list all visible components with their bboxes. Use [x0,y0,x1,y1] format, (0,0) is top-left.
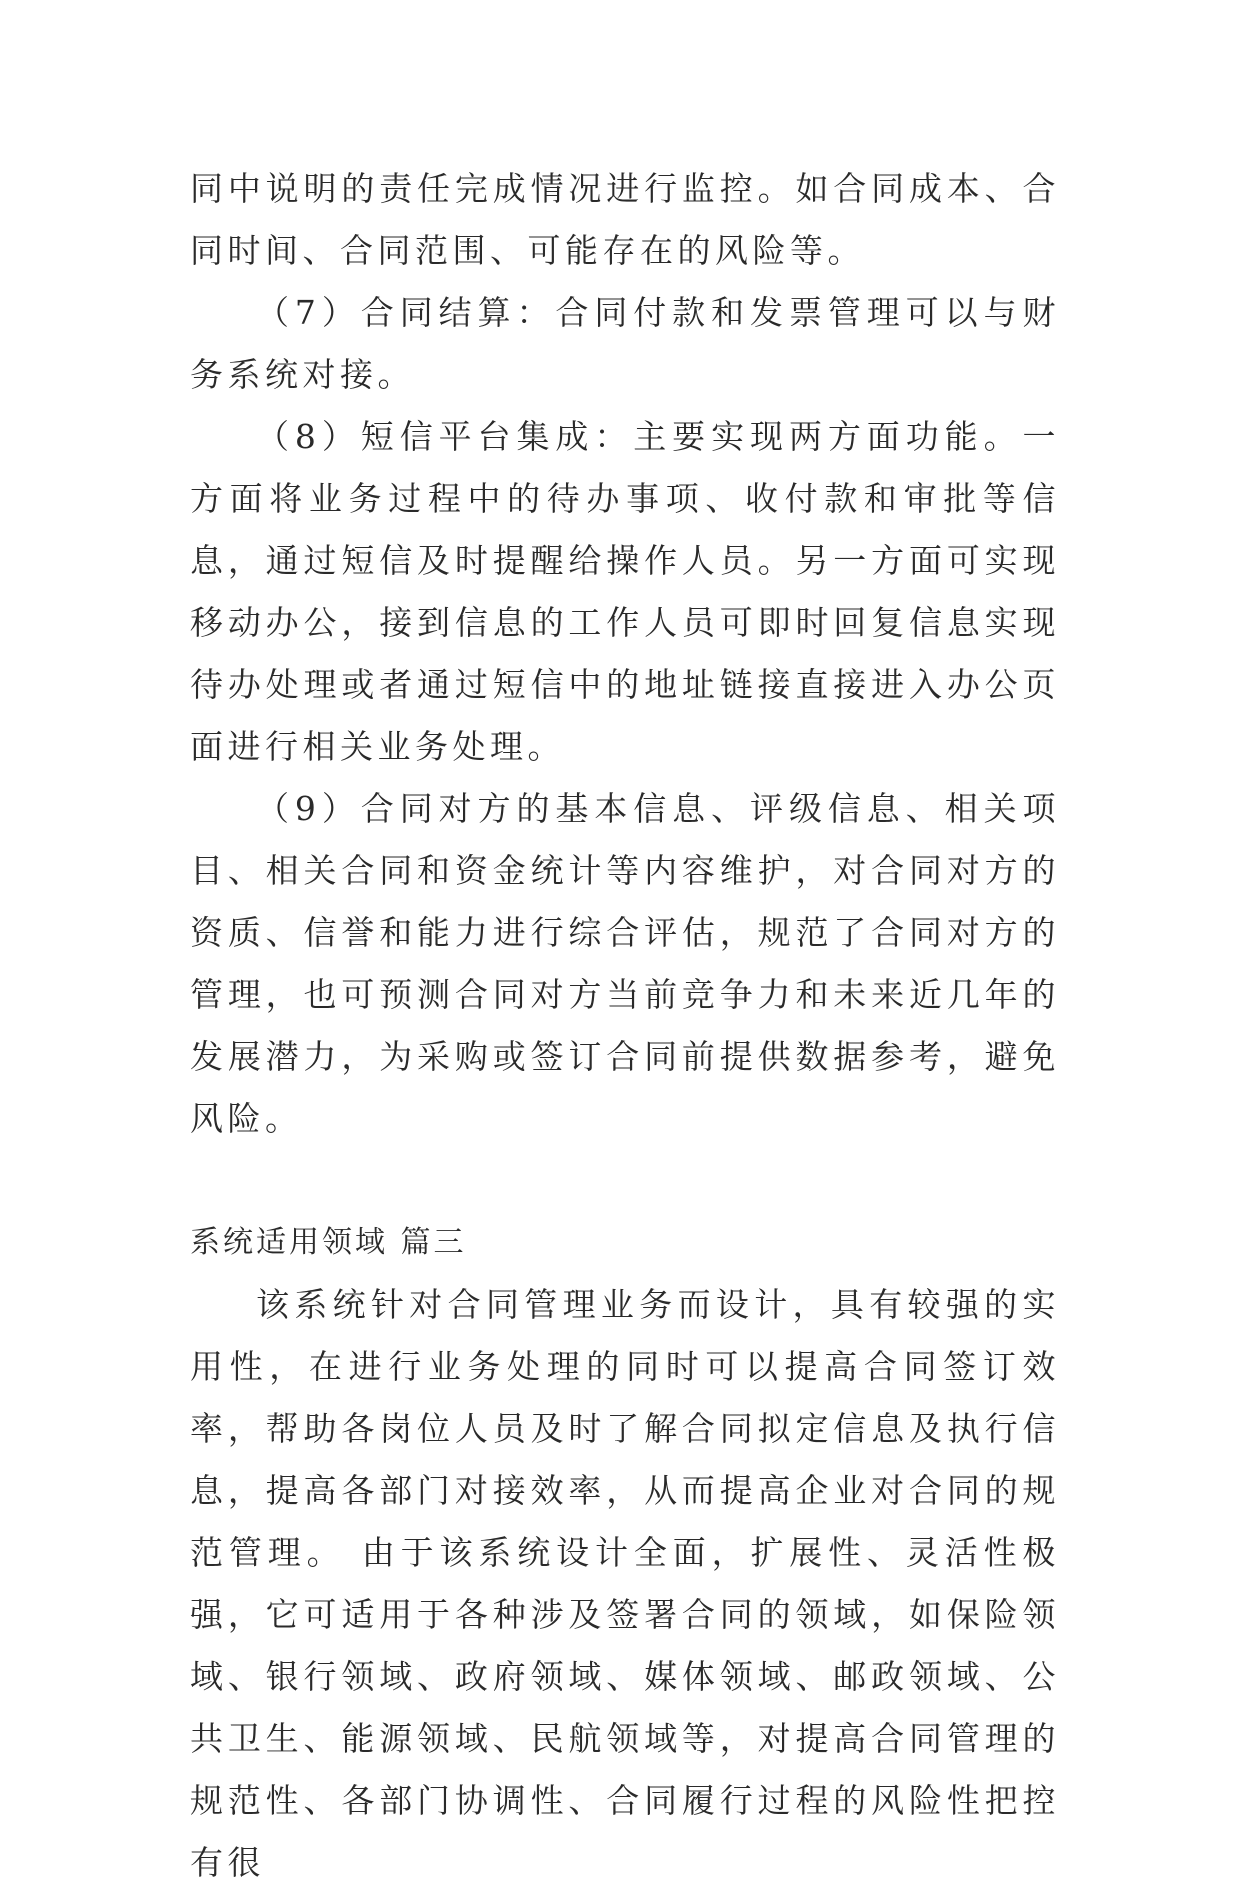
paragraph-applicable-fields: 该系统针对合同管理业务而设计，具有较强的实用性，在进行业务处理的同时可以提高合同签订效率，帮助各岗位人员及时了解合同拟定信息及执行信息，提高各部门对接效率，从而提高企业对合同的规范管理。 由于该系统设计全面，扩展性、灵活性极强，它可适用于各种涉及签署合同的领域，如保险领域、银行领域、政府领域、媒体领域、邮政领域、公共卫生、能源领域、民航领域等，对提高合同管理的规范性、各部门协调性、合同履行过程的风险性把控有很 [190,1285,1060,1882]
paragraph-sms-platform: （8）短信平台集成：主要实现两方面功能。一方面将业务过程中的待办事项、收付款和审批等信息，通过短信及时提醒给操作人员。另一方面可实现移动办公，接到信息的工作人员可即时回复信息实现待办处理或者通过短信中的地址链接直接进入办公页面进行相关业务处理。 [190,417,1060,766]
paragraph-counterparty: （9）合同对方的基本信息、评级信息、相关项目、相关合同和资金统计等内容维护，对合同对方的资质、信誉和能力进行综合评估，规范了合同对方的管理，也可预测合同对方当前竞争力和未来近几年的发展潜力，为采购或签订合同前提供数据参考，避免风险。 [190,789,1060,1138]
section-heading: 系统适用领域 篇三 [190,1225,467,1260]
paragraph-contract-settlement: （7）合同结算：合同付款和发票管理可以与财务系统对接。 [190,293,1060,394]
paragraph-contract-monitoring-continued: 同中说明的责任完成情况进行监控。如合同成本、合同时间、合同范围、可能存在的风险等。 [190,169,1060,270]
document-page [190,158,1060,1894]
